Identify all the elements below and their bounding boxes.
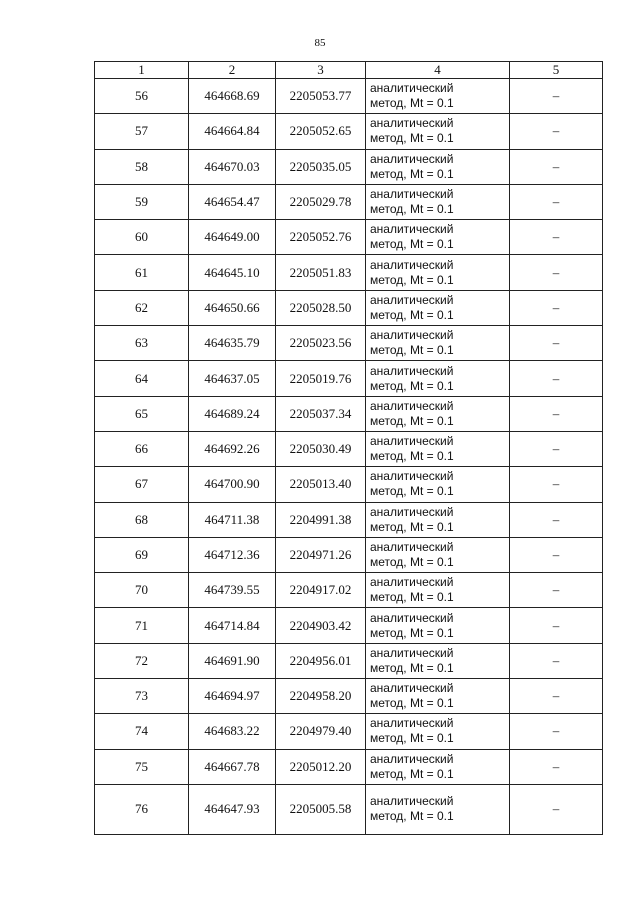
x-coordinate-cell: 464711.38 [189, 502, 276, 537]
note-cell: – [510, 184, 603, 219]
table-row [95, 467, 603, 502]
x-coordinate-cell: 464668.69 [189, 79, 276, 114]
method-line-1: аналитический [370, 363, 454, 378]
x-coordinate-cell: 464637.05 [189, 361, 276, 396]
point-number-cell: 69 [95, 537, 189, 572]
y-coordinate-cell: 2204903.42 [276, 608, 366, 643]
method-cell [366, 114, 510, 149]
method-line-2: метод, Mt = 0.1 [370, 484, 454, 499]
note-cell: – [510, 290, 603, 325]
y-coordinate-cell: 2204971.26 [276, 537, 366, 572]
method-cell [366, 537, 510, 572]
y-coordinate-cell: 2205053.77 [276, 79, 366, 114]
method-cell [366, 784, 510, 834]
header-row [95, 62, 603, 79]
y-coordinate-cell: 2204956.01 [276, 643, 366, 678]
x-coordinate-cell: 464700.90 [189, 467, 276, 502]
note-cell: – [510, 679, 603, 714]
point-number-cell: 61 [95, 255, 189, 290]
table-row [95, 114, 603, 149]
point-number-cell: 60 [95, 220, 189, 255]
y-coordinate-cell: 2205052.76 [276, 220, 366, 255]
table-row [95, 573, 603, 608]
method-line-1: аналитический [370, 151, 454, 166]
coordinates-table [94, 61, 603, 835]
method-line-1: аналитический [370, 681, 454, 696]
point-number-cell: 76 [95, 784, 189, 834]
point-number-cell: 70 [95, 573, 189, 608]
point-number-cell: 73 [95, 679, 189, 714]
method-line-1: аналитический [370, 504, 454, 519]
note-cell: – [510, 784, 603, 834]
method-line-1: аналитический [370, 540, 454, 554]
table-header [95, 62, 603, 79]
y-coordinate-cell: 2205035.05 [276, 149, 366, 184]
table-row [95, 679, 603, 714]
method-cell [366, 502, 510, 537]
method-line-2: метод, Mt = 0.1 [370, 696, 454, 711]
method-cell [366, 184, 510, 219]
method-cell [366, 79, 510, 114]
table-row [95, 396, 603, 431]
y-coordinate-cell: 2204917.02 [276, 573, 366, 608]
y-coordinate-cell: 2204958.20 [276, 679, 366, 714]
x-coordinate-cell: 464739.55 [189, 573, 276, 608]
note-cell: – [510, 361, 603, 396]
table-row [95, 431, 603, 466]
method-cell [366, 326, 510, 361]
y-coordinate-cell: 2205023.56 [276, 326, 366, 361]
point-number-cell: 72 [95, 643, 189, 678]
table-row [95, 714, 603, 749]
method-cell [366, 149, 510, 184]
method-line-2: метод, Mt = 0.1 [370, 378, 454, 393]
point-number-cell: 75 [95, 749, 189, 784]
table-row [95, 643, 603, 678]
x-coordinate-cell: 464635.79 [189, 326, 276, 361]
point-number-cell: 59 [95, 184, 189, 219]
method-line-2: метод, Mt = 0.1 [370, 731, 454, 746]
method-line-1: аналитический [370, 81, 454, 96]
y-coordinate-cell: 2205028.50 [276, 290, 366, 325]
y-coordinate-cell: 2205013.40 [276, 467, 366, 502]
point-number-cell: 56 [95, 79, 189, 114]
y-coordinate-cell: 2205030.49 [276, 431, 366, 466]
method-line-1: аналитический [370, 610, 454, 625]
table-row [95, 255, 603, 290]
method-line-2: метод, Mt = 0.1 [370, 809, 454, 824]
method-cell [366, 467, 510, 502]
method-line-1: аналитический [370, 257, 454, 272]
method-cell [366, 255, 510, 290]
x-coordinate-cell: 464654.47 [189, 184, 276, 219]
table-row [95, 326, 603, 361]
y-coordinate-cell: 2205052.65 [276, 114, 366, 149]
x-coordinate-cell: 464683.22 [189, 714, 276, 749]
note-cell: – [510, 431, 603, 466]
y-coordinate-cell: 2205012.20 [276, 749, 366, 784]
point-number-cell: 67 [95, 467, 189, 502]
header-col-2: 2 [189, 62, 276, 79]
method-cell [366, 679, 510, 714]
x-coordinate-cell: 464691.90 [189, 643, 276, 678]
method-line-2: метод, Mt = 0.1 [370, 272, 454, 287]
x-coordinate-cell: 464650.66 [189, 290, 276, 325]
point-number-cell: 65 [95, 396, 189, 431]
method-line-2: метод, Mt = 0.1 [370, 343, 454, 358]
method-line-1: аналитический [370, 469, 454, 484]
method-line-1: аналитический [370, 398, 454, 413]
note-cell: – [510, 396, 603, 431]
point-number-cell: 57 [95, 114, 189, 149]
method-cell [366, 573, 510, 608]
method-line-1: аналитический [370, 575, 454, 590]
method-line-2: метод, Mt = 0.1 [370, 660, 454, 675]
method-cell [366, 431, 510, 466]
method-line-1: аналитический [370, 716, 454, 731]
header-col-1: 1 [95, 62, 189, 79]
note-cell: – [510, 220, 603, 255]
method-cell [366, 361, 510, 396]
y-coordinate-cell: 2205019.76 [276, 361, 366, 396]
y-coordinate-cell: 2205029.78 [276, 184, 366, 219]
table-row [95, 784, 603, 834]
method-line-1: аналитический [370, 645, 454, 660]
method-line-2: метод, Mt = 0.1 [370, 166, 454, 181]
method-line-2: метод, Mt = 0.1 [370, 96, 454, 111]
note-cell: – [510, 502, 603, 537]
method-cell [366, 220, 510, 255]
method-line-2: метод, Mt = 0.1 [370, 519, 454, 534]
note-cell: – [510, 573, 603, 608]
x-coordinate-cell: 464647.93 [189, 784, 276, 834]
note-cell: – [510, 467, 603, 502]
x-coordinate-cell: 464667.78 [189, 749, 276, 784]
x-coordinate-cell: 464664.84 [189, 114, 276, 149]
x-coordinate-cell: 464714.84 [189, 608, 276, 643]
note-cell: – [510, 149, 603, 184]
method-line-2: метод, Mt = 0.1 [370, 202, 454, 217]
method-line-1: аналитический [370, 292, 454, 307]
point-number-cell: 58 [95, 149, 189, 184]
y-coordinate-cell: 2205051.83 [276, 255, 366, 290]
x-coordinate-cell: 464670.03 [189, 149, 276, 184]
x-coordinate-cell: 464694.97 [189, 679, 276, 714]
method-line-1: аналитический [370, 187, 454, 202]
point-number-cell: 74 [95, 714, 189, 749]
table-row [95, 220, 603, 255]
table-row [95, 502, 603, 537]
method-line-1: аналитический [370, 222, 454, 237]
table-body [95, 79, 603, 835]
note-cell: – [510, 643, 603, 678]
y-coordinate-cell: 2205005.58 [276, 784, 366, 834]
note-cell: – [510, 114, 603, 149]
method-line-2: метод, Mt = 0.1 [370, 307, 454, 322]
method-line-2: метод, Mt = 0.1 [370, 625, 454, 640]
note-cell: – [510, 79, 603, 114]
method-cell [366, 396, 510, 431]
method-line-2: метод, Mt = 0.1 [370, 413, 454, 428]
method-line-1: аналитический [370, 751, 454, 766]
note-cell: – [510, 608, 603, 643]
method-line-2: метод, Mt = 0.1 [370, 766, 454, 781]
y-coordinate-cell: 2205037.34 [276, 396, 366, 431]
y-coordinate-cell: 2204979.40 [276, 714, 366, 749]
table-row [95, 608, 603, 643]
table-row [95, 149, 603, 184]
point-number-cell: 66 [95, 431, 189, 466]
point-number-cell: 63 [95, 326, 189, 361]
table-row [95, 749, 603, 784]
table-row [95, 79, 603, 114]
method-line-1: аналитический [370, 794, 454, 809]
method-line-1: аналитический [370, 328, 454, 343]
header-col-4: 4 [366, 62, 510, 79]
method-cell [366, 749, 510, 784]
table-row [95, 184, 603, 219]
method-line-2: метод, Mt = 0.1 [370, 555, 454, 569]
method-cell [366, 643, 510, 678]
note-cell: – [510, 255, 603, 290]
x-coordinate-cell: 464649.00 [189, 220, 276, 255]
header-col-3: 3 [276, 62, 366, 79]
note-cell: – [510, 714, 603, 749]
method-line-2: метод, Mt = 0.1 [370, 449, 454, 464]
method-cell [366, 290, 510, 325]
point-number-cell: 64 [95, 361, 189, 396]
method-cell [366, 714, 510, 749]
method-line-2: метод, Mt = 0.1 [370, 131, 454, 146]
method-line-1: аналитический [370, 434, 454, 449]
note-cell: – [510, 326, 603, 361]
table-row [95, 361, 603, 396]
x-coordinate-cell: 464692.26 [189, 431, 276, 466]
x-coordinate-cell: 464689.24 [189, 396, 276, 431]
y-coordinate-cell: 2204991.38 [276, 502, 366, 537]
method-line-1: аналитический [370, 116, 454, 131]
x-coordinate-cell: 464712.36 [189, 537, 276, 572]
point-number-cell: 71 [95, 608, 189, 643]
method-cell [366, 608, 510, 643]
method-line-2: метод, Mt = 0.1 [370, 590, 454, 605]
point-number-cell: 62 [95, 290, 189, 325]
table-row [95, 537, 603, 572]
page-number: 85 [314, 37, 326, 49]
note-cell: – [510, 749, 603, 784]
header-col-5: 5 [510, 62, 603, 79]
table-row [95, 290, 603, 325]
method-line-2: метод, Mt = 0.1 [370, 237, 454, 252]
note-cell: – [510, 537, 603, 572]
point-number-cell: 68 [95, 502, 189, 537]
x-coordinate-cell: 464645.10 [189, 255, 276, 290]
